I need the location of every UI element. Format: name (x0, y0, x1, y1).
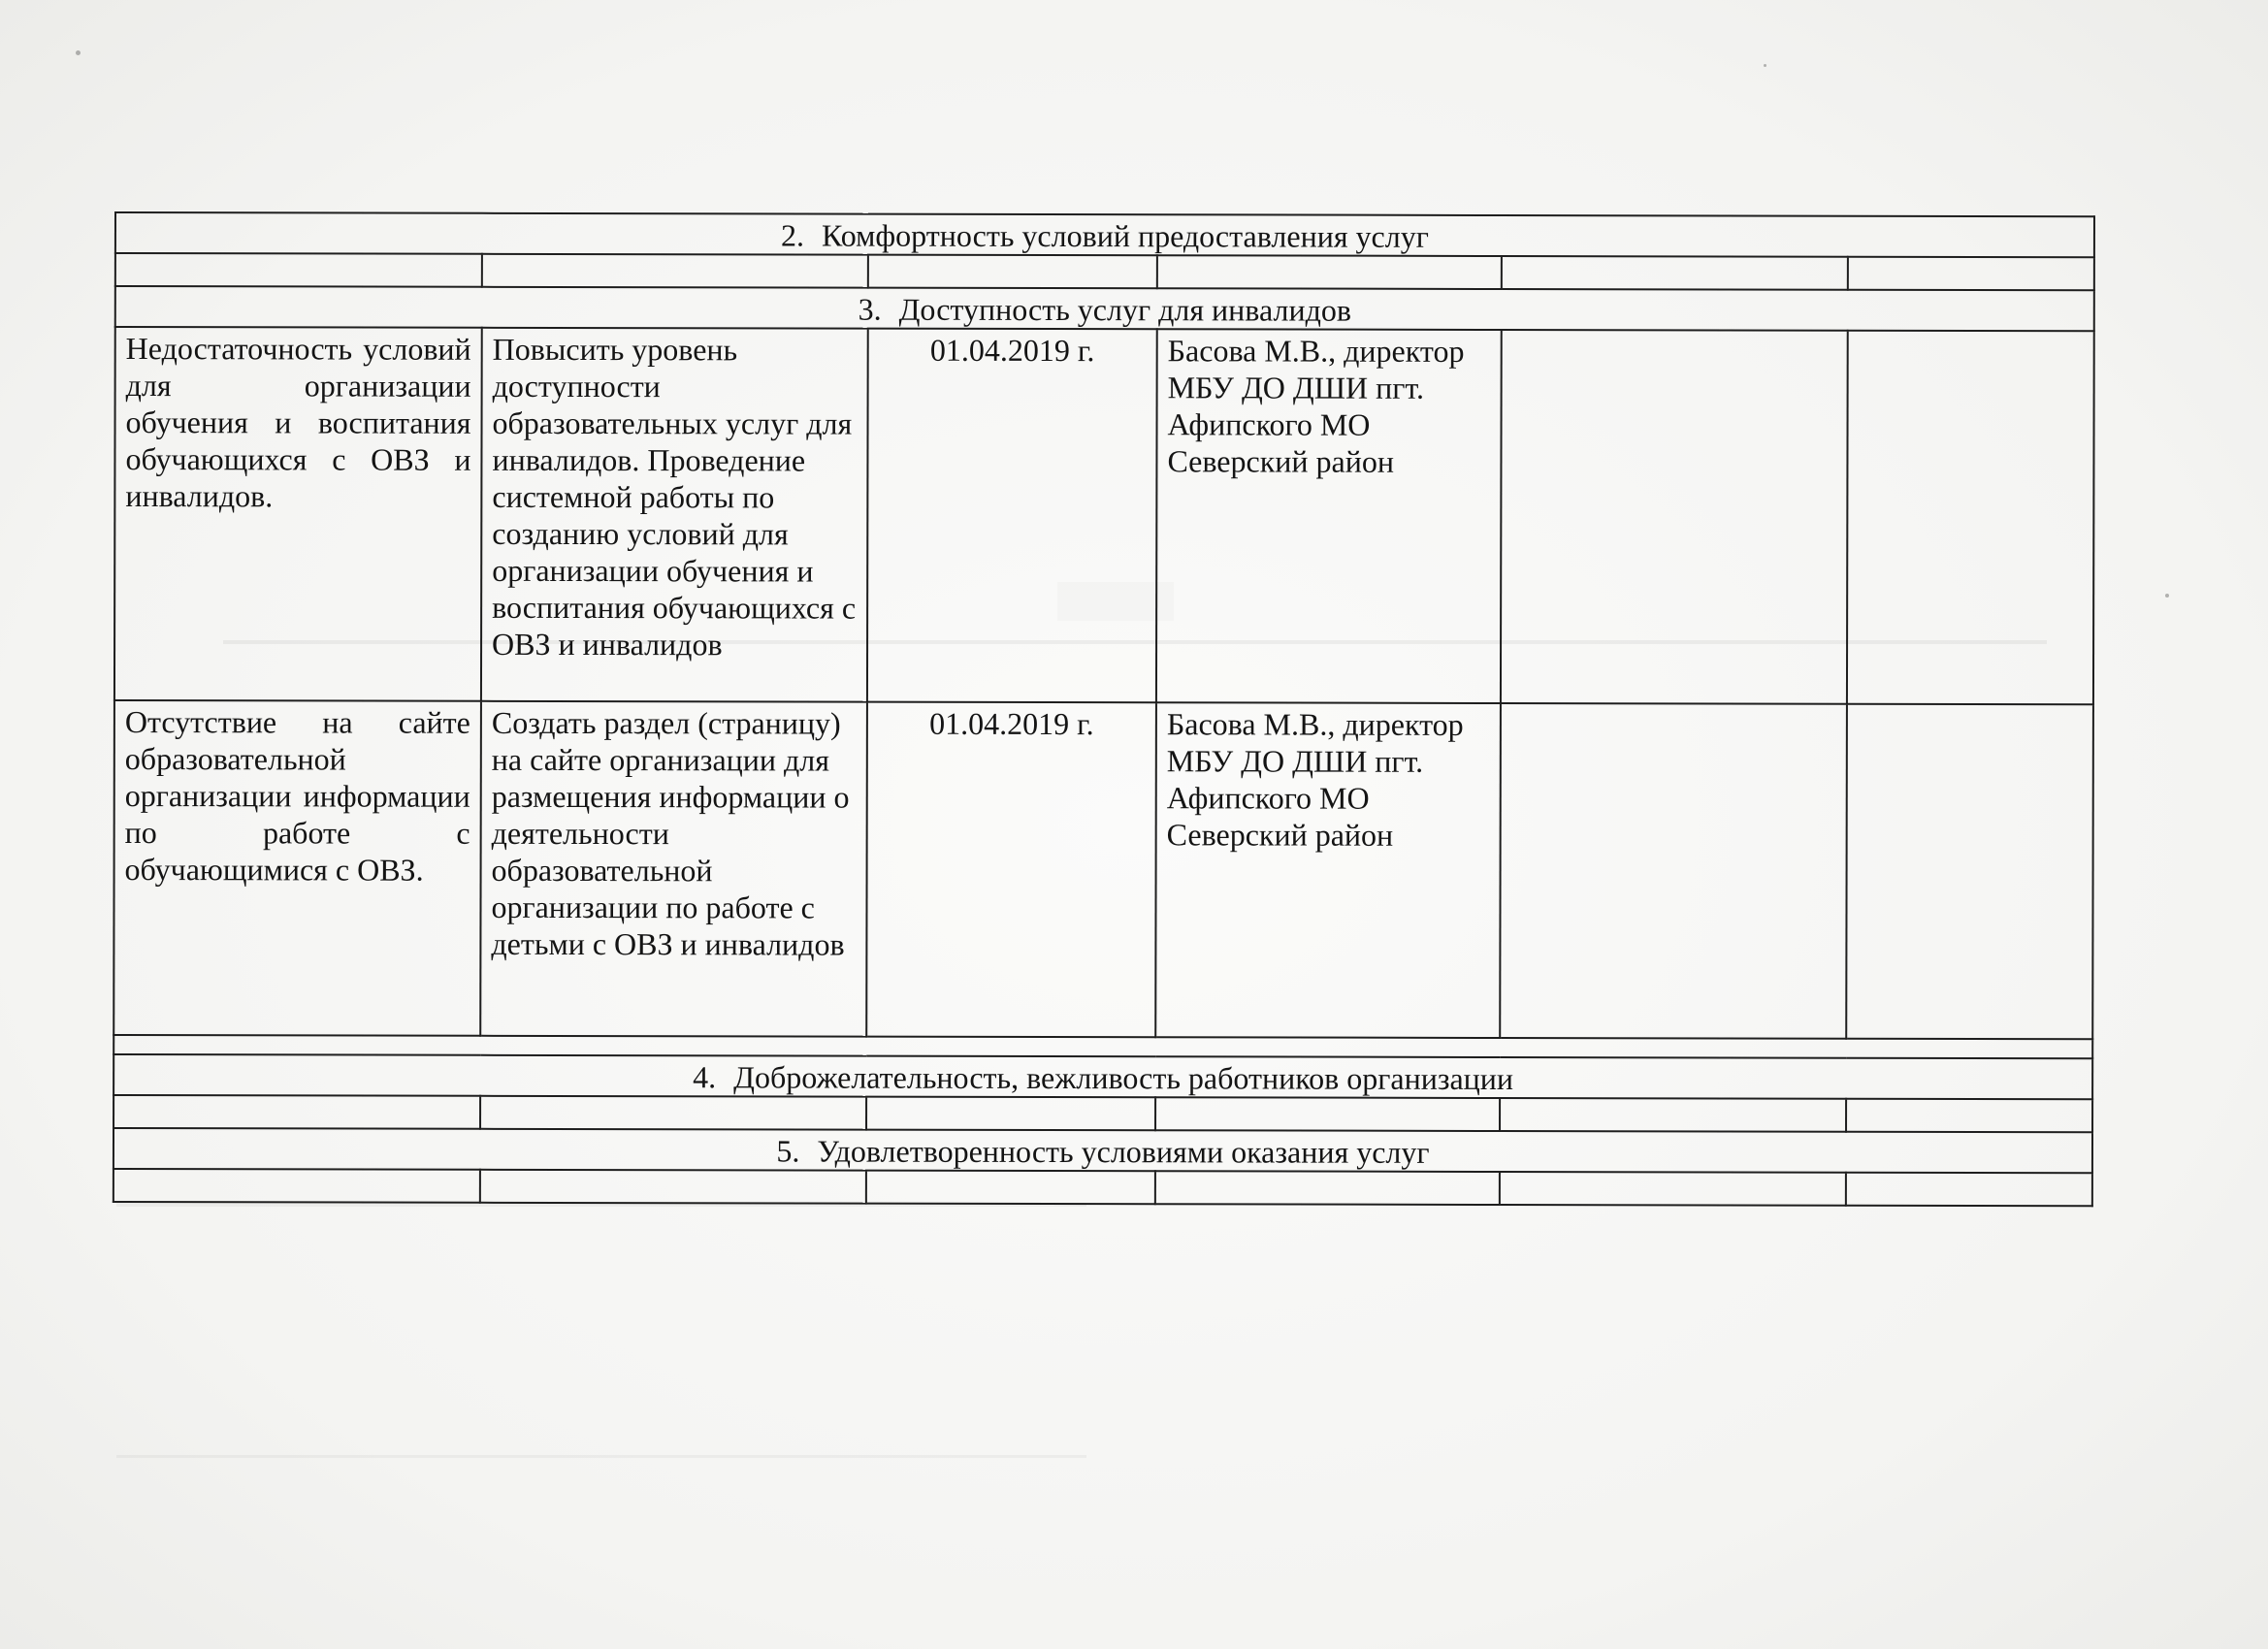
actual-date-cell (1847, 331, 2094, 705)
measure-cell: Создать раздел (страницу) на сайте организации для размещения информации о деятельности образовательной организации по работе с детьми с ОВЗ и инвалидов (480, 701, 867, 1037)
scan-speck (76, 50, 81, 55)
scan-speck (2165, 594, 2169, 598)
section-title-2: 2. Комфортность условий предоставления услуг (115, 212, 2094, 257)
empty-cell (866, 1097, 1155, 1131)
empty-cell (1848, 257, 2094, 291)
deadline-cell: 01.04.2019 г. (866, 702, 1156, 1038)
empty-cell (113, 1095, 480, 1129)
empty-row (115, 253, 2094, 290)
empty-cell (480, 1170, 866, 1204)
show-through-lines (116, 1455, 1086, 1458)
section-title-4: 4. Доброжелательность, вежливость работников организации (113, 1054, 2092, 1099)
empty-cell (1846, 1099, 2092, 1133)
empty-cell (866, 1171, 1155, 1205)
measure-cell: Повысить уровень доступности образовательных услуг для инвалидов. Проведение системной работы по созданию условий для организации обучения и воспитания обучающихся с ОВЗ и инвалидов (481, 328, 868, 702)
empty-cell (1157, 255, 1502, 289)
section-title-5: 5. Удовлетворенность условиями оказания услуг (113, 1128, 2092, 1173)
scan-speck (1764, 64, 1766, 67)
empty-row (113, 1095, 2092, 1132)
empty-cell (1155, 1097, 1500, 1131)
measures-taken-cell (1500, 703, 1847, 1039)
empty-cell (1500, 1098, 1846, 1132)
empty-cell (1846, 1173, 2092, 1207)
empty-cell (1155, 1171, 1500, 1205)
responsible-cell: Басова М.В., директор МБУ ДО ДШИ пгт. Афипского МО Северский район (1155, 702, 1501, 1038)
section-row-2 (115, 212, 2094, 257)
responsible-cell: Басова М.В., директор МБУ ДО ДШИ пгт. Афипского МО Северский район (1156, 329, 1502, 703)
empty-cell (868, 255, 1157, 289)
empty-cell (113, 1169, 480, 1203)
section-row-3 (115, 286, 2094, 331)
empty-cell (480, 1096, 866, 1130)
empty-cell (482, 254, 868, 288)
section-row-5 (113, 1128, 2092, 1173)
actual-date-cell (1846, 704, 2093, 1040)
deficiency-cell: Недостаточность условий для организации обучения и воспитания обучающихся с ОВЗ и инвалидов. (114, 327, 482, 701)
improvement-plan-table (113, 211, 2095, 1207)
table-row (114, 327, 2094, 704)
measures-taken-cell (1501, 330, 1848, 704)
deficiency-cell: Отсутствие на сайте образовательной организации информации по работе с обучающимися с ОВЗ. (113, 700, 481, 1036)
empty-cell (115, 253, 482, 287)
empty-row (113, 1169, 2092, 1206)
empty-cell (1500, 1172, 1846, 1206)
empty-cell (1502, 256, 1848, 290)
deadline-cell: 01.04.2019 г. (867, 329, 1157, 703)
table-row (113, 700, 2093, 1039)
section-title-3: 3. Доступность услуг для инвалидов (115, 286, 2094, 331)
section-row-4 (113, 1054, 2092, 1099)
